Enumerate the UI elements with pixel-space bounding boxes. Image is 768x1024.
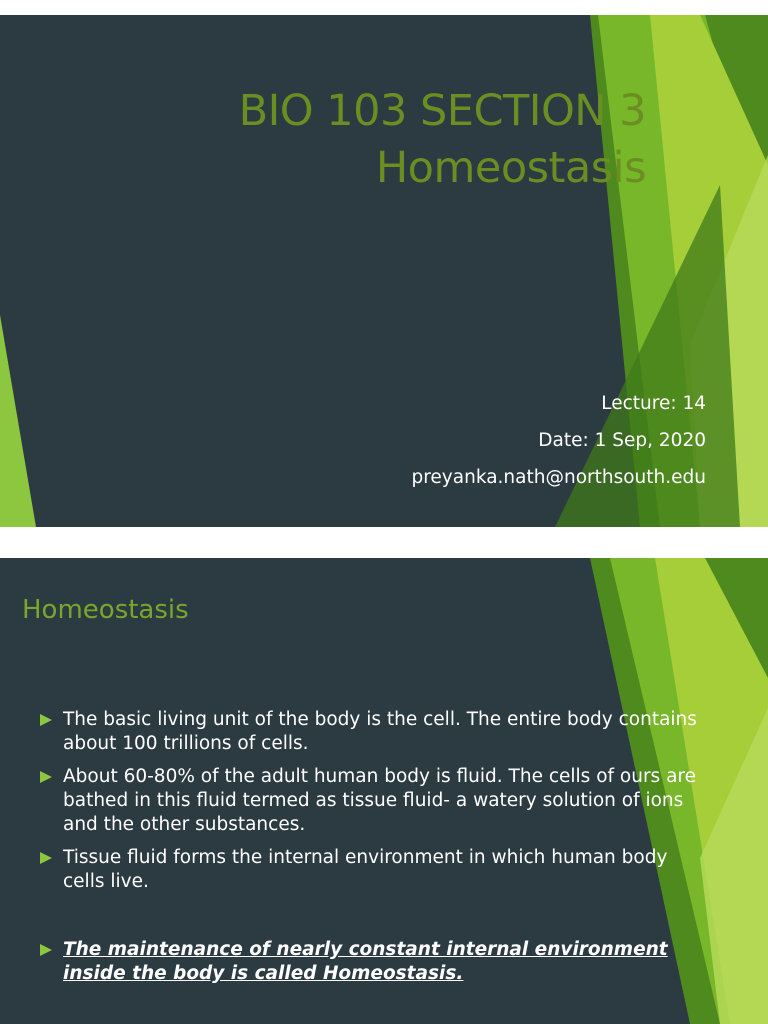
triangle-bullet-icon bbox=[40, 771, 52, 783]
bullet-item bbox=[38, 765, 698, 837]
bullet-item bbox=[38, 846, 698, 894]
slide-heading: Homeostasis bbox=[22, 595, 189, 625]
lecturer-email: preyanka.nath@northsouth.edu bbox=[411, 467, 706, 488]
definition-bullet bbox=[38, 938, 698, 986]
bullet-item bbox=[38, 708, 698, 756]
title-line-1: BIO 103 SECTION 3 bbox=[238, 86, 646, 136]
bullet-list bbox=[38, 708, 698, 995]
triangle-bullet-icon bbox=[40, 852, 52, 864]
title-slide bbox=[0, 15, 768, 527]
content-slide bbox=[0, 558, 768, 1024]
lecture-number: Lecture: 14 bbox=[601, 393, 706, 414]
left-green-stripe bbox=[0, 315, 36, 527]
lecture-info bbox=[411, 385, 706, 496]
definition-text: The maintenance of nearly constant internal environment inside the body is called Homeostasis. bbox=[63, 939, 668, 984]
bullet-text: About 60-80% of the adult human body is fluid. The cells of ours are bathed in this fluid termed as tissue fluid- a watery solution of ions and the other substances. bbox=[63, 766, 696, 835]
lecture-date: Date: 1 Sep, 2020 bbox=[538, 430, 706, 451]
title-line-2: Homeostasis bbox=[375, 143, 646, 193]
triangle-bullet-icon bbox=[40, 714, 52, 726]
triangle-bullet-icon bbox=[40, 944, 52, 956]
slide-title bbox=[239, 83, 646, 197]
bullet-text: Tissue fluid forms the internal environment in which human body cells live. bbox=[63, 847, 668, 892]
bullet-text: The basic living unit of the body is the cell. The entire body contains about 100 trillions of cells. bbox=[63, 709, 697, 754]
